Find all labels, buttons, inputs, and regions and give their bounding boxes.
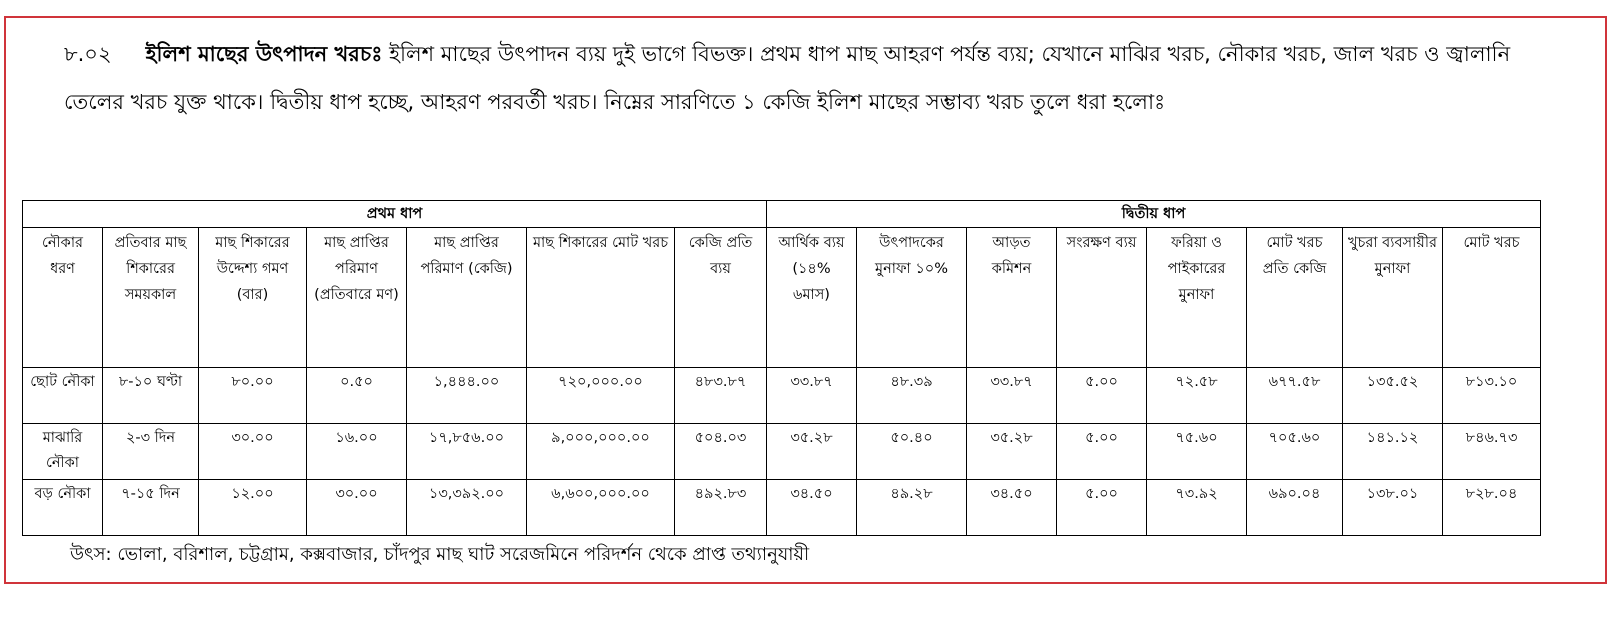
- table-cell: ৩৩.৮৭: [967, 368, 1057, 424]
- table-cell: ৯,০০০,০০০.০০: [527, 424, 675, 480]
- column-header: প্রতিবার মাছ শিকারের সময়কাল: [103, 228, 199, 368]
- column-header: আড়ত কমিশন: [967, 228, 1057, 368]
- column-header: মাছ প্রাপ্তির পরিমাণ (প্রতিবারে মণ): [307, 228, 407, 368]
- column-header: খুচরা ব্যবসায়ীর মুনাফা: [1343, 228, 1443, 368]
- table-cell: ১৩,৩৯২.০০: [407, 480, 527, 536]
- table-cell: ৭৩.৯২: [1147, 480, 1247, 536]
- column-header: উৎপাদকের মুনাফা ১০%: [857, 228, 967, 368]
- table-cell: ১,৪৪৪.০০: [407, 368, 527, 424]
- table-cell: ৪৯.২৮: [857, 480, 967, 536]
- table-cell: ৬৯০.০৪: [1247, 480, 1343, 536]
- table-cell: ৩৫.২৮: [767, 424, 857, 480]
- table-cell: মাঝারি নৌকা: [23, 424, 103, 480]
- table-cell: ৩৪.৫০: [967, 480, 1057, 536]
- column-header: মাছ শিকারের উদ্দেশ্য গমণ (বার): [199, 228, 307, 368]
- table-cell: ১৬.০০: [307, 424, 407, 480]
- table-cell: ১৩৮.০১: [1343, 480, 1443, 536]
- column-header: ফরিয়া ও পাইকারের মুনাফা: [1147, 228, 1247, 368]
- table-cell: ৫.০০: [1057, 480, 1147, 536]
- table-cell: ৫.০০: [1057, 424, 1147, 480]
- table-cell: ৮০.০০: [199, 368, 307, 424]
- section-body: ইলিশ মাছের উৎপাদন ব্যয় দুই ভাগে বিভক্ত। প্রথম ধাপ মাছ আহরণ পর্যন্ত ব্যয়; যেখানে মাঝির খরচ, নৌকার খরচ, জাল খরচ ও জ্বালানি তেলের খরচ যুক্ত থাকে। দ্বিতীয় ধাপ হচ্ছে, আহরণ পরবর্তী খরচ। নিম্নের সারণিতে ১ কেজি ইলিশ মাছের সম্ভাব্য খরচ তুলে ধরা হলোঃ: [64, 42, 1511, 114]
- column-header: কেজি প্রতি ব্যয়: [675, 228, 767, 368]
- table-cell: ১৭,৮৫৬.০০: [407, 424, 527, 480]
- table-cell: ৪৮৩.৮৭: [675, 368, 767, 424]
- table-cell: ৩০.০০: [307, 480, 407, 536]
- section-number: ৮.০২: [64, 42, 112, 66]
- table-row: [23, 424, 1541, 480]
- table-cell: ৪৮.৩৯: [857, 368, 967, 424]
- column-header: মাছ শিকারের মোট খরচ: [527, 228, 675, 368]
- table-cell: ৩৪.৫০: [767, 480, 857, 536]
- table-cell: ৫.০০: [1057, 368, 1147, 424]
- column-header: সংরক্ষণ ব্যয়: [1057, 228, 1147, 368]
- table-cell: ৩০.০০: [199, 424, 307, 480]
- table-cell: ৮-১০ ঘণ্টা: [103, 368, 199, 424]
- group-header-row: [23, 201, 1541, 228]
- table-cell: ১২.০০: [199, 480, 307, 536]
- table-cell: ৭০৫.৬০: [1247, 424, 1343, 480]
- table-cell: ১৩৫.৫২: [1343, 368, 1443, 424]
- table-cell: ৫০৪.০৩: [675, 424, 767, 480]
- table-cell: ৮২৮.০৪: [1443, 480, 1541, 536]
- source-note: উৎস: ভোলা, বরিশাল, চট্টগ্রাম, কক্সবাজার, চাঁদপুর মাছ ঘাট সরেজমিনে পরিদর্শন থেকে প্রাপ্ত তথ্যানুযায়ী: [70, 544, 810, 565]
- table-cell: ছোট নৌকা: [23, 368, 103, 424]
- table-cell: ৭৫.৬০: [1147, 424, 1247, 480]
- table-cell: ৭২০,০০০.০০: [527, 368, 675, 424]
- section-heading: ইলিশ মাছের উৎপাদন খরচঃ: [145, 42, 383, 66]
- column-header: মাছ প্রাপ্তির পরিমাণ (কেজি): [407, 228, 527, 368]
- table-cell: ৩৩.৮৭: [767, 368, 857, 424]
- table-cell: ৫০.৪০: [857, 424, 967, 480]
- group-header-first-stage: প্রথম ধাপ: [23, 201, 767, 228]
- table-cell: ৮৪৬.৭৩: [1443, 424, 1541, 480]
- column-header: আর্থিক ব্যয় (১৪% ৬মাস): [767, 228, 857, 368]
- table-cell: বড় নৌকা: [23, 480, 103, 536]
- table-cell: ৬,৬০০,০০০.০০: [527, 480, 675, 536]
- cost-table: [22, 200, 1541, 536]
- table-cell: ৭২.৫৮: [1147, 368, 1247, 424]
- table-cell: ৭-১৫ দিন: [103, 480, 199, 536]
- column-header-row: [23, 228, 1541, 368]
- table-cell: ২-৩ দিন: [103, 424, 199, 480]
- column-header: নৌকার ধরণ: [23, 228, 103, 368]
- table-row: [23, 480, 1541, 536]
- table-cell: ১৪১.১২: [1343, 424, 1443, 480]
- table-cell: ৪৯২.৮৩: [675, 480, 767, 536]
- table-cell: ৬৭৭.৫৮: [1247, 368, 1343, 424]
- table-cell: ৩৫.২৮: [967, 424, 1057, 480]
- column-header: মোট খরচ প্রতি কেজি: [1247, 228, 1343, 368]
- table-row: [23, 368, 1541, 424]
- table-cell: ০.৫০: [307, 368, 407, 424]
- table-cell: ৮১৩.১০: [1443, 368, 1541, 424]
- column-header: মোট খরচ: [1443, 228, 1541, 368]
- group-header-second-stage: দ্বিতীয় ধাপ: [767, 201, 1541, 228]
- paragraph: [64, 30, 1544, 126]
